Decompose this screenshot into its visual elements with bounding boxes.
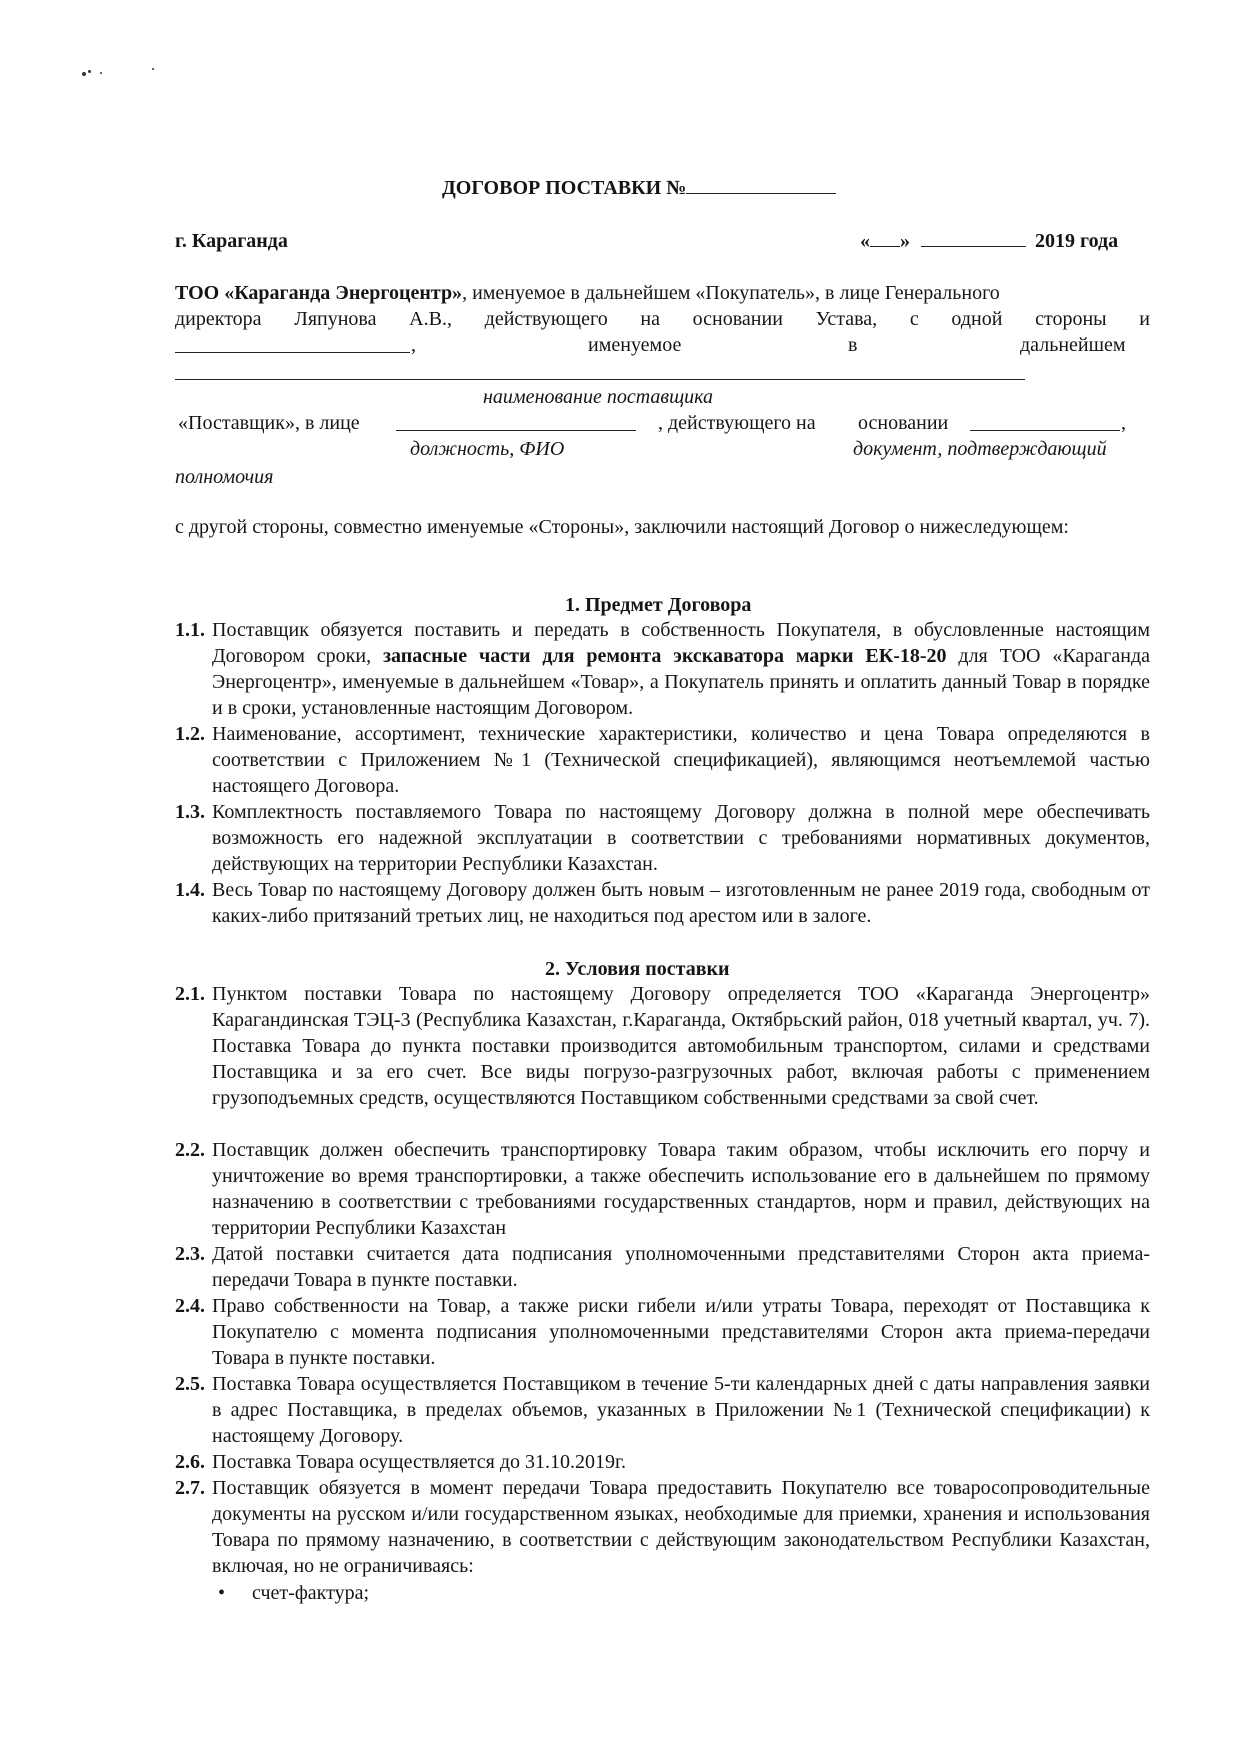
clause-2-6: 2.6. Поставка Товара осуществляется до 31.10.2019г. [175,1451,626,1473]
preamble-closing: с другой стороны, совместно именуемые «Стороны», заключили настоящий Договор о нижеследующем: [175,516,1069,538]
supplier-name-line [175,379,1025,380]
document-caption: документ, подтверждающий [853,438,1107,460]
clause-2-2: 2.2. Поставщик должен обеспечить транспортировку Товара таким образом, чтобы исключить его порчу и уничтожение во время транспортировки, а также обеспечить использование его в дальнейшем по прямому назначению в соответствии с требованиями государственных стандартов, норм и правил, действующих на территории Республики Казахстан [175,1139,1150,1239]
preamble-line-1: ТОО «Караганда Энергоцентр», именуемое в дальнейшем «Покупатель», в лице Генерального [175,282,1000,304]
document-title: ДОГОВОР ПОСТАВКИ № [442,175,836,201]
bullet-list-item: • счет-фактура; [218,1582,370,1604]
position-caption: должность, ФИО [410,438,565,460]
section-2-heading: 2. Условия поставки [545,958,730,980]
clause-1-1: 1.1. Поставщик обязуется поставить и передать в собственность Покупателя, в обусловленные настоящим Договором сроки, запасные части для ремонта экскаватора марки ЕК-18-20 для ТОО «Караганда Энергоцентр», именуемые в дальнейшем «Товар», а Покупатель принять и оплатить данный Товар в порядке и в сроки, установленные настоящим Договором. [175,619,1150,719]
clause-2-7: 2.7. Поставщик обязуется в момент передачи Товара предоставить Покупателю все товаросопроводительные документы на русском и/или государственном языках, необходимые для приемки, хранения и использования Товара по прямому назначению, в соответствии с действующим законодательством Республики Казахстан, включая, но не ограничиваясь: [175,1477,1150,1577]
preamble-line-3: , именуемое в дальнейшем [175,332,1150,358]
scan-speck [88,70,91,73]
scan-speck [82,72,86,76]
section-1-heading: 1. Предмет Договора [565,594,752,616]
contract-number-blank[interactable] [686,175,836,194]
clause-2-3: 2.3. Датой поставки считается дата подписания уполномоченными представителями Сторон акта приема-передачи Товара в пункте поставки. [175,1243,1150,1291]
representative-blank[interactable] [396,412,636,431]
clause-1-3: 1.3. Комплектность поставляемого Товара по настоящему Договору должна в полной мере обеспечивать возможность его надежной эксплуатации в соответствии с требованиями нормативных документов, действующих на территории Республики Казахстан. [175,801,1150,875]
preamble-line-2: директора Ляпунова А.В., действующего на основании Устава, с одной стороны и [175,308,1150,330]
contract-date: « » 2019 года [860,230,1119,252]
clause-2-5: 2.5. Поставка Товара осуществляется Поставщиком в течение 5-ти календарных дней с даты направления заявки в адрес Поставщика, в пределах объемов, указанных в Приложении №1 (Технической спецификации) к настоящему Договору. [175,1373,1150,1447]
city: г. Караганда [175,230,288,252]
scan-speck [152,68,154,70]
clause-1-4: 1.4. Весь Товар по настоящему Договору должен быть новым – изготовленным не ранее 2019 года, свободным от каких-либо притязаний третьих лиц, не находиться под арестом или в залоге. [175,879,1150,927]
supplier-name-caption: наименование поставщика [483,386,714,408]
supplier-name-blank[interactable] [175,334,410,353]
scan-speck [100,72,102,74]
date-day-blank[interactable] [870,228,900,247]
clause-2-1: 2.1. Пунктом поставки Товара по настоящему Договору определяется ТОО «Караганда Энергоцентр» Карагандинская ТЭЦ-3 (Республика Казахстан, г.Караганда, Октябрьский район, 018 учетный квартал, уч. 7). Поставка Товара до пункта поставки производится автомобильным транспортом, силами и средствами Поставщика и за его счет. Все виды погрузо-разгрузочных работ, включая работы с применением грузоподъемных средств, осуществляются Поставщиком собственными средствами за свой счет. [175,983,1150,1109]
clause-2-4: 2.4. Право собственности на Товар, а также риски гибели и/или утраты Товара, переходят от Поставщика к Покупателю с момента подписания уполномоченными представителями Сторон акта приема-передачи Товара в пункте поставки. [175,1295,1150,1369]
bullet-dot-icon: • [218,1582,226,1604]
date-month-blank[interactable] [921,228,1026,247]
clause-1-2: 1.2. Наименование, ассортимент, технические характеристики, количество и цена Товара определяются в соответствии с Приложением №1 (Технической спецификацией), являющимся неотъемлемой частью настоящего Договора. [175,723,1150,797]
preamble-line-4: «Поставщик», в лице , действующего на основании , [178,412,1126,434]
authority-caption: полномочия [175,466,274,488]
authority-doc-blank[interactable] [970,412,1120,431]
